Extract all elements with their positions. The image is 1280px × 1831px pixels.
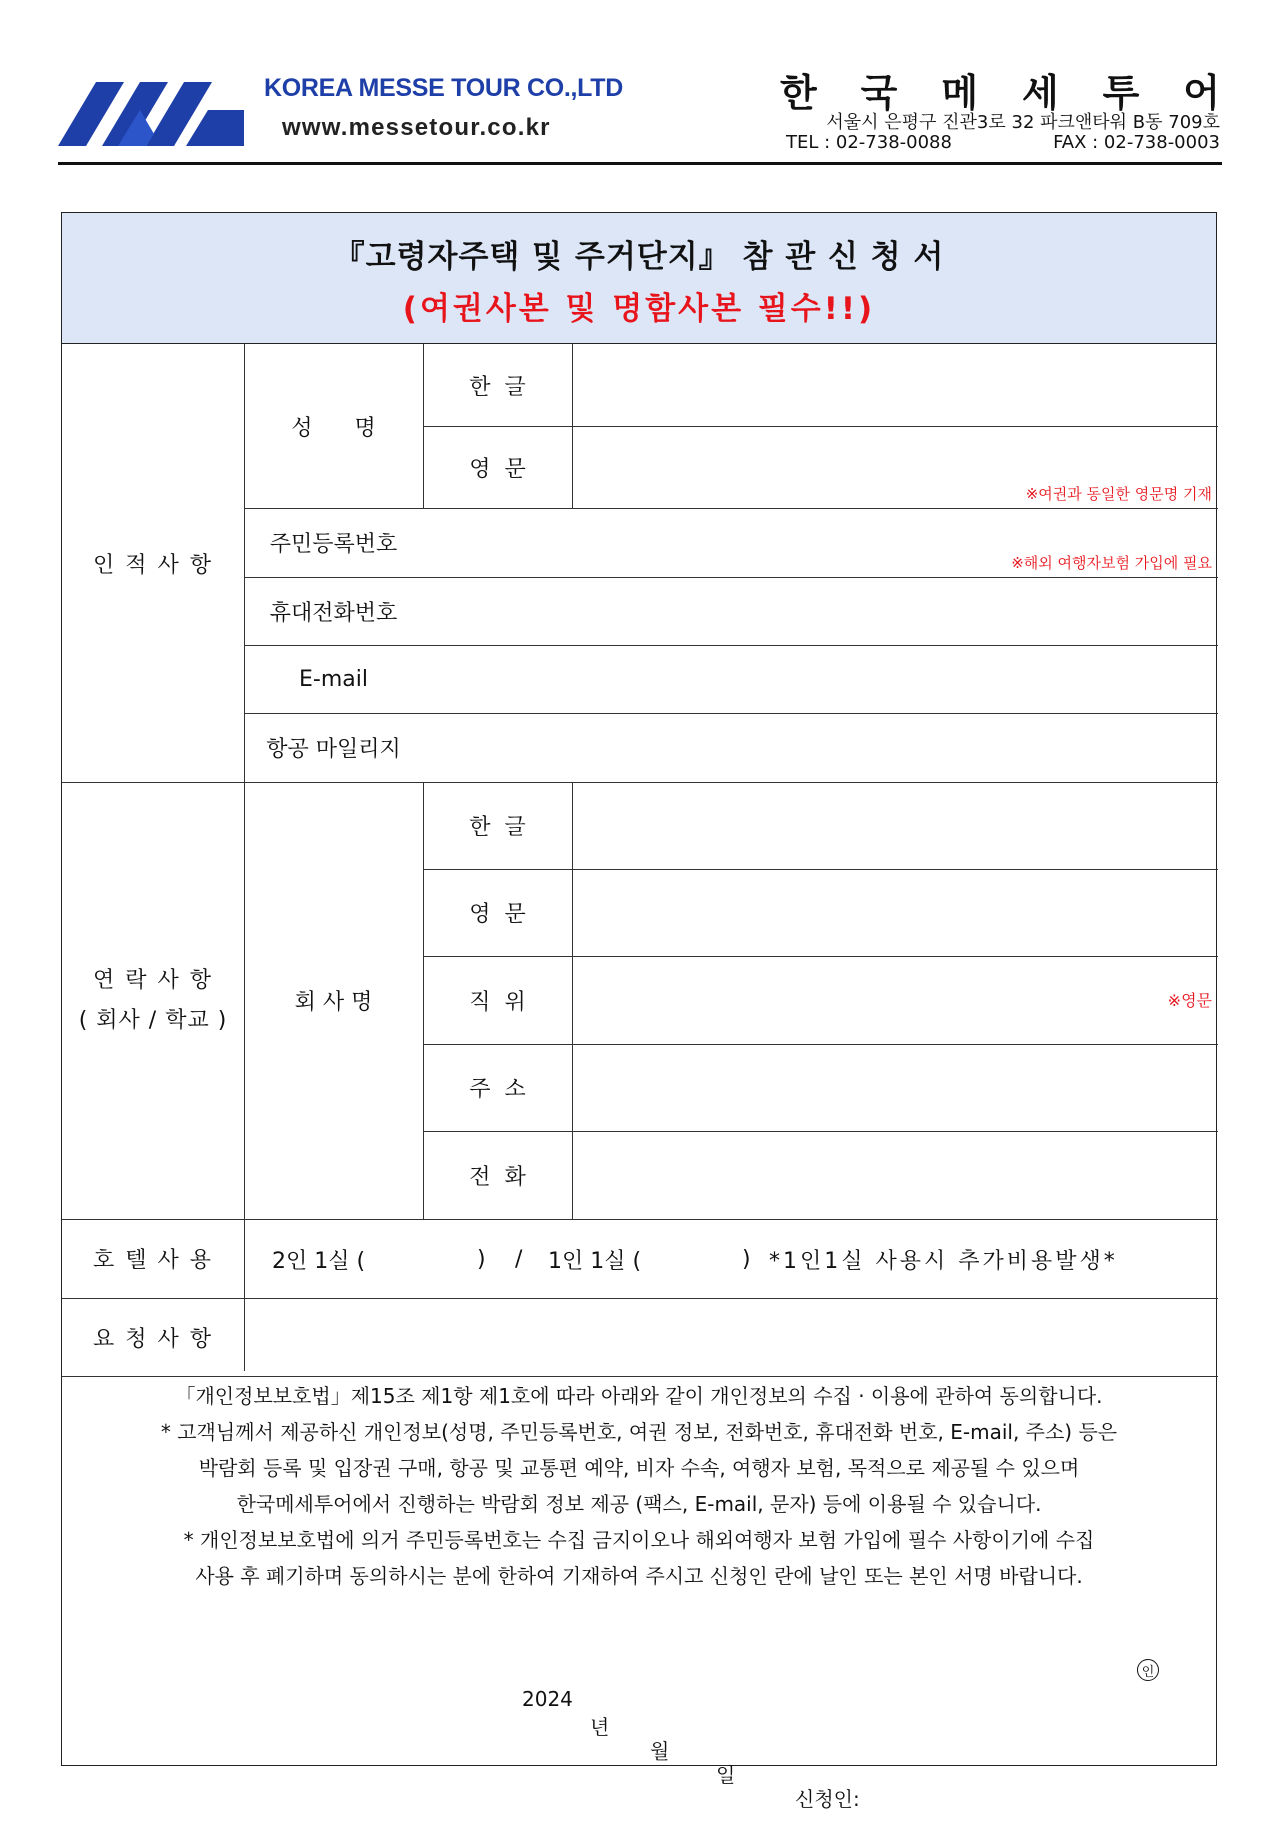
single-room-surcharge-note: *1인1실 사용시 추가비용발생*: [769, 1248, 1118, 1274]
name-korean-label: 한 글: [469, 374, 526, 400]
company-char: 어: [1183, 71, 1220, 115]
single-room-close: ): [742, 1246, 751, 1272]
company-address: 서울시 은평구 진관3로 32 파크앤타워 B동 709호: [826, 112, 1220, 133]
company-char: 메: [941, 71, 979, 115]
form-subtitle: (여권사본 및 명함사본 필수!!): [402, 291, 876, 327]
hotel-options: [245, 1220, 1217, 1298]
consent-line: * 개인정보보호법에 의거 주민등록번호는 수집 금지이오나 해외여행자 보험 가입에 필수 사항이기에 수집: [183, 1528, 1095, 1552]
name-english-label: 영 문: [469, 456, 526, 482]
seal-mark: 인: [1137, 1659, 1159, 1681]
position-note: ※영문: [1167, 991, 1212, 1010]
consent-line: 박람회 등록 및 입장권 구매, 항공 및 교통편 예약, 비자 수속, 여행자 보험, 목적으로 제공될 수 있으며: [198, 1456, 1080, 1480]
company-korean-label: 한 글: [469, 815, 526, 840]
applicant-label[interactable]: 신청인:: [795, 1787, 860, 1811]
resident-number-field[interactable]: [423, 508, 1218, 577]
company-name-english: KOREA MESSE TOUR CO.,LTD: [264, 74, 624, 102]
mobile-field[interactable]: [423, 577, 1218, 645]
resident-number-note: ※해외 여행자보험 가입에 필요: [1011, 554, 1212, 572]
email-field[interactable]: [423, 645, 1218, 713]
contact-section-label: [62, 782, 244, 1219]
company-logo: [58, 74, 244, 146]
twin-room-option[interactable]: 2인 1실 (: [272, 1248, 366, 1274]
single-room-option[interactable]: 1인 1실 (: [548, 1248, 642, 1274]
company-tel: TEL : 02-738-0088: [786, 132, 952, 153]
form-title-box: [62, 213, 1216, 344]
address-label: 주 소: [469, 1077, 526, 1102]
consent-line: 「개인정보보호법」제15조 제1항 제1호에 따라 아래와 같이 개인정보의 수집 · 이용에 관하여 동의합니다.: [175, 1384, 1103, 1408]
request-field[interactable]: [244, 1298, 1218, 1376]
name-english-field[interactable]: [572, 426, 1218, 508]
name-label: 성 명: [291, 415, 376, 441]
year-value: 2024: [522, 1687, 573, 1711]
slash-separator: /: [515, 1246, 523, 1272]
year-unit: 년: [590, 1715, 610, 1739]
position-field[interactable]: [572, 956, 1218, 1044]
company-english-field[interactable]: [572, 869, 1218, 956]
company-char: 투: [1102, 71, 1140, 115]
phone-label: 전 화: [469, 1164, 526, 1190]
email-label: E-mail: [299, 666, 368, 692]
consent-line: * 고객님께서 제공하신 개인정보(성명, 주민등록번호, 여권 정보, 전화번호, 휴대전화 번호, E-mail, 주소) 등은: [160, 1420, 1118, 1444]
form-title: 『고령자주택 및 주거단지』 참 관 신 청 서: [333, 239, 945, 275]
request-label: 요 청 사 항: [93, 1326, 213, 1352]
name-korean-field[interactable]: [572, 344, 1218, 426]
mobile-label: 휴대전화번호: [269, 600, 398, 626]
signature-row: [522, 1663, 860, 1831]
company-char: 세: [1021, 71, 1059, 115]
letterhead: [58, 60, 1222, 165]
position-label: 직 위: [469, 989, 526, 1015]
resident-number-label: 주민등록번호: [269, 532, 398, 557]
company-char: 한: [780, 71, 817, 115]
company-korean-field[interactable]: [572, 782, 1218, 869]
application-form: [61, 212, 1217, 1811]
company-english-label: 영 문: [469, 902, 526, 927]
address-field[interactable]: [572, 1044, 1218, 1131]
consent-line: 사용 후 폐기하며 동의하시는 분에 한하여 기재하여 주시고 신청인 란에 날인 또는 본인 서명 바랍니다.: [195, 1564, 1083, 1588]
privacy-consent-text: [62, 1378, 1216, 1594]
month-unit[interactable]: 월: [650, 1739, 670, 1763]
hotel-label: 호 텔 사 용: [93, 1248, 213, 1273]
consent-line: 한국메세투어에서 진행하는 박람회 정보 제공 (팩스, E-mail, 문자) 등에 이용될 수 있습니다.: [236, 1492, 1042, 1516]
mileage-label: 항공 마일리지: [266, 737, 401, 762]
personal-info-section-label: 인 적 사 항: [93, 552, 213, 578]
name-english-note: ※여권과 동일한 영문명 기재: [1025, 485, 1212, 503]
contact-section-title: 연 락 사 항: [93, 967, 213, 993]
company-char: 국: [860, 71, 898, 115]
company-fax: FAX : 02-738-0003: [1053, 132, 1220, 153]
day-unit[interactable]: 일: [716, 1763, 736, 1787]
phone-field[interactable]: [572, 1131, 1218, 1219]
company-name-label: 회 사 명: [294, 990, 373, 1015]
twin-room-close: ): [477, 1246, 486, 1272]
contact-section-subtitle: ( 회사 / 학교 ): [78, 1007, 228, 1033]
website-url: www.messetour.co.kr: [282, 114, 551, 141]
mileage-field[interactable]: [423, 713, 1218, 782]
